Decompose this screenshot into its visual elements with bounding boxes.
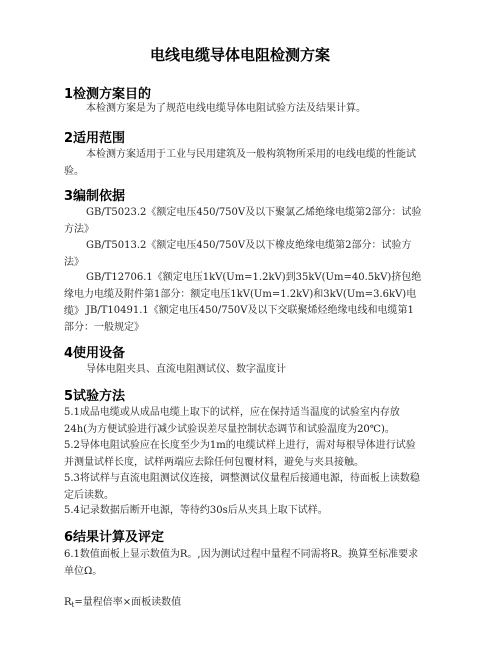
section-heading-result-calculation: 6结果计算及评定 bbox=[64, 530, 165, 545]
test-step: 5.2导体电阻试验应在长度至少为1m的电缆试样上进行，需对每根导体进行试验并测量试样长度，试样两端应去除任何包覆材料，避免与夹具接触。 bbox=[64, 440, 416, 468]
test-step: 5.4记录数据后断开电源，等待约30s后从夹具上取下试样。 bbox=[64, 505, 328, 516]
section-heading-scope: 2适用范围 bbox=[64, 131, 126, 146]
reference-standard: JB/T10491.1《额定电压450/750V及以下交联聚烯烃绝缘电线和电缆第1部分：一般规定》 bbox=[64, 305, 414, 333]
section-heading-test-method: 5试验方法 bbox=[64, 389, 126, 404]
formula-text: =量程倍率×面板读数值 bbox=[74, 597, 182, 608]
reference-standard: GB/T12706.1《额定电压1kV(Um=1.2kV)到35kV(Um=40.5kV)挤包绝缘电力电缆及附件第1部分：额定电压1kV(Um=1.2kV)和3kV(Um=3.6kV)电缆》 bbox=[64, 272, 422, 317]
section-heading-equipment: 4使用设备 bbox=[64, 346, 126, 361]
formula-subscript: t bbox=[71, 601, 75, 609]
section-paragraph: 导体电阻夹具、直流电阻测试仪、数字温度计 bbox=[86, 364, 286, 375]
test-step: 5.1成品电缆或从成品电缆上取下的试样，应在保持适当温度的试验室内存放24h(为方便试验进行减少试验误差尽量控制状态调节和试验温度为20℃)。 bbox=[64, 407, 400, 435]
section-paragraph: 6.1数值面板上显示数值为R。,因为测试过程中量程不同需将R。换算至标准要求单位Ω。 bbox=[64, 549, 419, 577]
document-title: 电线电缆导体电阻检测方案 bbox=[149, 46, 330, 64]
section-paragraph: 本检测方案是为了规范电线电缆导体电阻试验方法及结果计算。 bbox=[86, 103, 366, 114]
section-heading-purpose: 1检测方案目的 bbox=[64, 87, 152, 102]
section-paragraph: 本检测方案适用于工业与民用建筑及一般构筑物所采用的电线电缆的性能试验。 bbox=[64, 149, 416, 177]
reference-standard: GB/T5013.2《额定电压450/750V及以下橡皮绝缘电缆第2部分：试验方法》 bbox=[64, 240, 412, 268]
test-step: 5.3将试样与直流电阻测试仪连接，调整测试仪量程后接通电源，待面板上读数稳定后读数。 bbox=[64, 473, 420, 501]
resistance-formula bbox=[64, 594, 422, 614]
reference-standard: GB/T5023.2《额定电压450/750V及以下聚氯乙烯绝缘电缆第2部分：试验方法》 bbox=[64, 207, 422, 235]
formula-symbol: R bbox=[64, 597, 72, 608]
section-heading-basis: 3编制依据 bbox=[64, 189, 126, 204]
